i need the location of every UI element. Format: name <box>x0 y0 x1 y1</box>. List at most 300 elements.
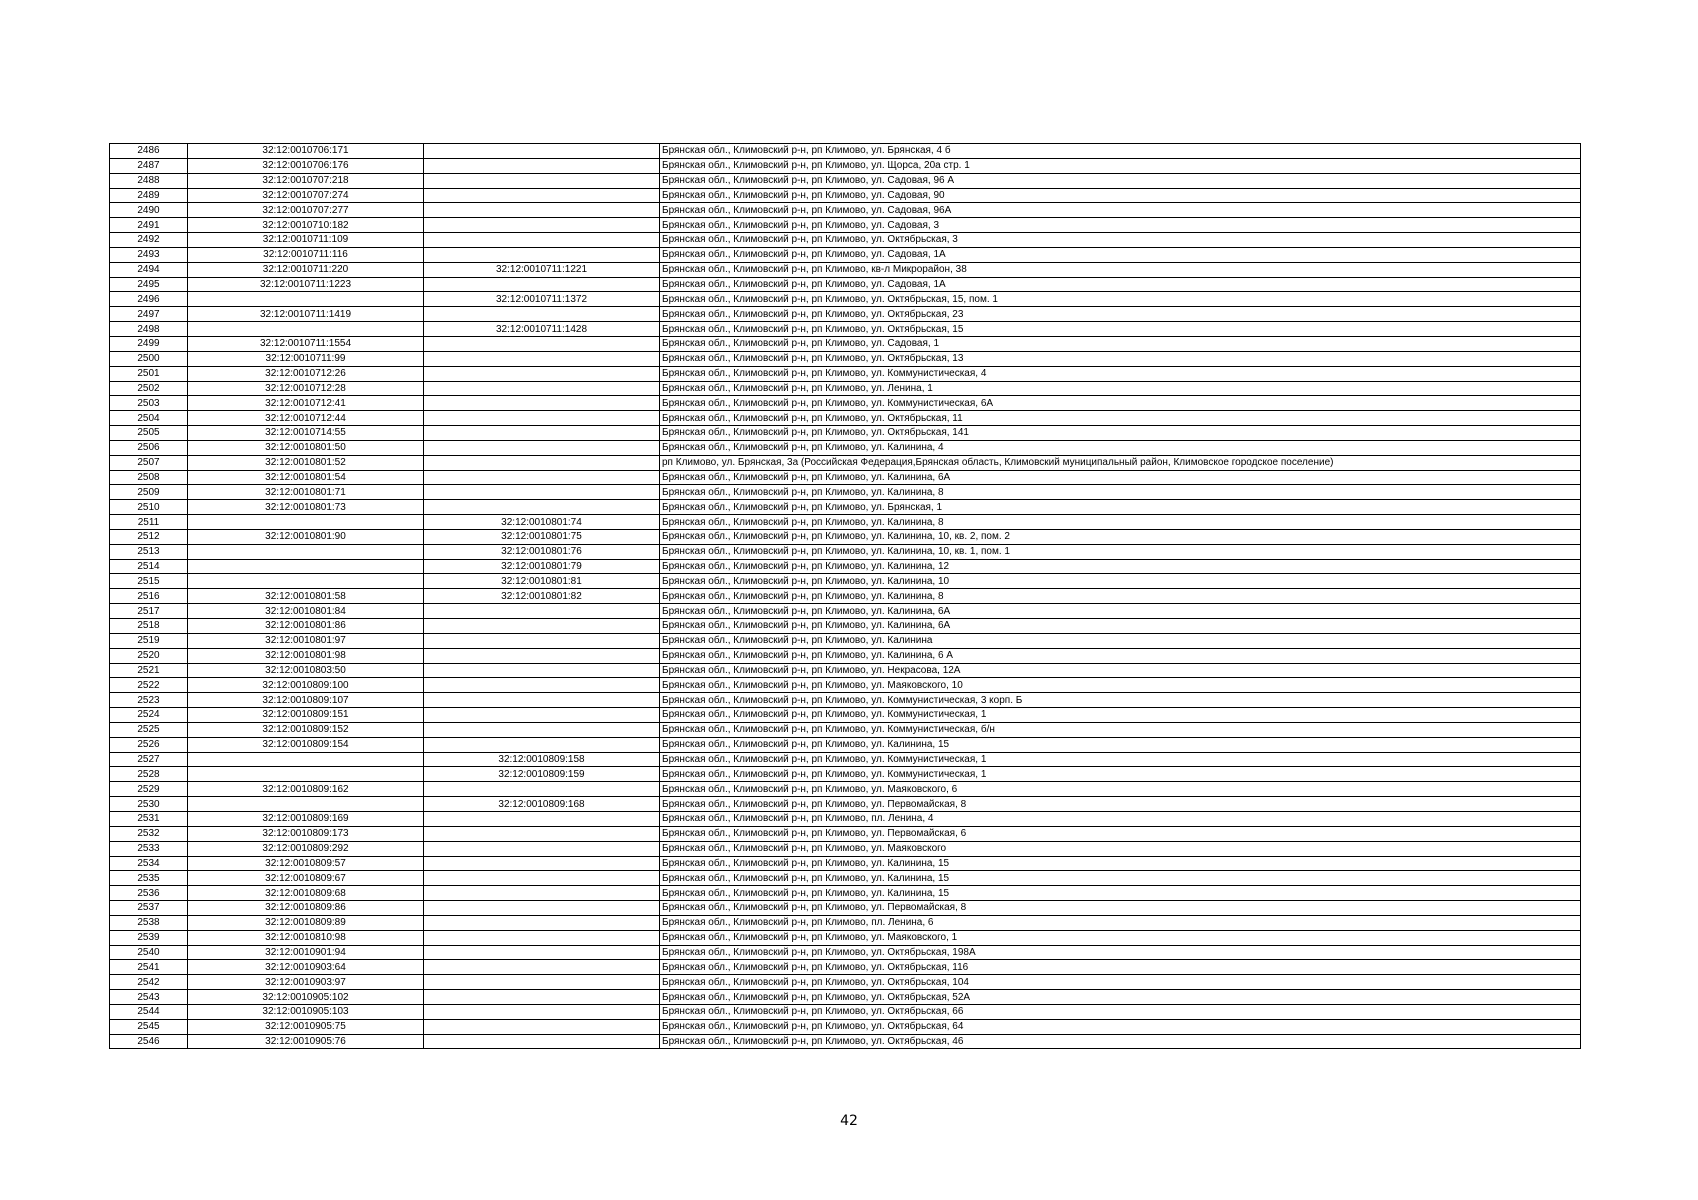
object-number-cell <box>424 366 660 381</box>
table-row <box>110 604 1581 619</box>
address-cell: Брянская обл., Климовский р-н, рп Климово, ул. Октябрьская, 11 <box>660 411 1581 426</box>
table-row <box>110 336 1581 351</box>
row-number-cell: 2489 <box>110 188 188 203</box>
address-cell: Брянская обл., Климовский р-н, рп Климово, ул. Некрасова, 12А <box>660 663 1581 678</box>
cadastral-number-cell: 32:12:0010711:1554 <box>188 336 424 351</box>
cadastral-number-cell: 32:12:0010801:84 <box>188 604 424 619</box>
table-row <box>110 767 1581 782</box>
object-number-cell: 32:12:0010711:1428 <box>424 322 660 337</box>
table-row <box>110 544 1581 559</box>
address-cell: Брянская обл., Климовский р-н, рп Климово, ул. Октябрьская, 15, пом. 1 <box>660 292 1581 307</box>
table-row <box>110 990 1581 1005</box>
address-cell: Брянская обл., Климовский р-н, рп Климово, ул. Октябрьская, 141 <box>660 426 1581 441</box>
cadastral-number-cell: 32:12:0010903:64 <box>188 960 424 975</box>
cadastral-number-cell: 32:12:0010711:1419 <box>188 307 424 322</box>
address-cell: Брянская обл., Климовский р-н, рп Климово, ул. Садовая, 90 <box>660 188 1581 203</box>
cadastral-number-cell: 32:12:0010809:100 <box>188 678 424 693</box>
address-cell: Брянская обл., Климовский р-н, рп Климово, ул. Калинина, 6 А <box>660 648 1581 663</box>
cadastral-number-cell: 32:12:0010714:55 <box>188 426 424 441</box>
row-number-cell: 2494 <box>110 262 188 277</box>
address-cell: Брянская обл., Климовский р-н, рп Климово, ул. Первомайская, 8 <box>660 901 1581 916</box>
table-row <box>110 500 1581 515</box>
table-row <box>110 811 1581 826</box>
cadastral-number-cell <box>188 559 424 574</box>
cadastral-number-cell: 32:12:0010712:28 <box>188 381 424 396</box>
address-cell: Брянская обл., Климовский р-н, рп Климово, ул. Октябрьская, 3 <box>660 233 1581 248</box>
object-number-cell <box>424 990 660 1005</box>
address-cell: рп Климово, ул. Брянская, 3а (Российская Федерация,Брянская область, Климовский муниципальный район, Климовское городское поселение) <box>660 455 1581 470</box>
object-number-cell <box>424 1004 660 1019</box>
object-number-cell <box>424 173 660 188</box>
row-number-cell: 2505 <box>110 426 188 441</box>
table-row <box>110 322 1581 337</box>
table-row <box>110 856 1581 871</box>
table-row <box>110 930 1581 945</box>
row-number-cell: 2537 <box>110 901 188 916</box>
object-number-cell <box>424 975 660 990</box>
object-number-cell <box>424 886 660 901</box>
cadastral-number-cell: 32:12:0010809:169 <box>188 811 424 826</box>
object-number-cell: 32:12:0010801:79 <box>424 559 660 574</box>
object-number-cell: 32:12:0010801:81 <box>424 574 660 589</box>
row-number-cell: 2525 <box>110 722 188 737</box>
object-number-cell <box>424 351 660 366</box>
address-cell: Брянская обл., Климовский р-н, рп Климово, ул. Садовая, 1А <box>660 277 1581 292</box>
row-number-cell: 2534 <box>110 856 188 871</box>
row-number-cell: 2527 <box>110 752 188 767</box>
table-row <box>110 663 1581 678</box>
table-row <box>110 619 1581 634</box>
address-cell: Брянская обл., Климовский р-н, рп Климово, ул. Октябрьская, 64 <box>660 1019 1581 1034</box>
row-number-cell: 2499 <box>110 336 188 351</box>
cadastral-number-cell: 32:12:0010707:218 <box>188 173 424 188</box>
row-number-cell: 2539 <box>110 930 188 945</box>
cadastral-number-cell: 32:12:0010905:102 <box>188 990 424 1005</box>
address-cell: Брянская обл., Климовский р-н, рп Климово, ул. Садовая, 1А <box>660 247 1581 262</box>
address-cell: Брянская обл., Климовский р-н, рп Климово, ул. Калинина, 8 <box>660 589 1581 604</box>
address-cell: Брянская обл., Климовский р-н, рп Климово, пл. Ленина, 6 <box>660 915 1581 930</box>
row-number-cell: 2516 <box>110 589 188 604</box>
cadastral-number-cell: 32:12:0010801:90 <box>188 529 424 544</box>
row-number-cell: 2492 <box>110 233 188 248</box>
cadastral-number-cell <box>188 797 424 812</box>
cadastral-number-cell: 32:12:0010809:107 <box>188 693 424 708</box>
table-row <box>110 515 1581 530</box>
row-number-cell: 2519 <box>110 633 188 648</box>
address-cell: Брянская обл., Климовский р-н, рп Климово, ул. Октябрьская, 15 <box>660 322 1581 337</box>
object-number-cell <box>424 722 660 737</box>
address-cell: Брянская обл., Климовский р-н, рп Климово, ул. Октябрьская, 66 <box>660 1004 1581 1019</box>
table-row <box>110 722 1581 737</box>
cadastral-number-cell: 32:12:0010809:151 <box>188 708 424 723</box>
row-number-cell: 2540 <box>110 945 188 960</box>
table-row <box>110 262 1581 277</box>
table-row <box>110 752 1581 767</box>
row-number-cell: 2543 <box>110 990 188 1005</box>
row-number-cell: 2493 <box>110 247 188 262</box>
cadastral-number-cell: 32:12:0010706:176 <box>188 158 424 173</box>
table-row <box>110 633 1581 648</box>
object-number-cell <box>424 1034 660 1049</box>
address-cell: Брянская обл., Климовский р-н, рп Климово, ул. Калинина, 15 <box>660 856 1581 871</box>
table-row <box>110 292 1581 307</box>
row-number-cell: 2536 <box>110 886 188 901</box>
row-number-cell: 2538 <box>110 915 188 930</box>
row-number-cell: 2498 <box>110 322 188 337</box>
object-number-cell <box>424 678 660 693</box>
table-row <box>110 173 1581 188</box>
object-number-cell <box>424 648 660 663</box>
address-cell: Брянская обл., Климовский р-н, рп Климово, ул. Коммунистическая, 6А <box>660 396 1581 411</box>
table-row <box>110 351 1581 366</box>
address-cell: Брянская обл., Климовский р-н, рп Климово, ул. Маяковского <box>660 841 1581 856</box>
cadastral-number-cell: 32:12:0010809:292 <box>188 841 424 856</box>
row-number-cell: 2514 <box>110 559 188 574</box>
cadastral-number-cell: 32:12:0010801:54 <box>188 470 424 485</box>
table-row <box>110 381 1581 396</box>
object-number-cell <box>424 396 660 411</box>
table-row <box>110 574 1581 589</box>
cadastral-number-cell: 32:12:0010712:26 <box>188 366 424 381</box>
table-row <box>110 158 1581 173</box>
table-row <box>110 960 1581 975</box>
row-number-cell: 2520 <box>110 648 188 663</box>
object-number-cell: 32:12:0010809:159 <box>424 767 660 782</box>
address-cell: Брянская обл., Климовский р-н, рп Климово, ул. Садовая, 96 А <box>660 173 1581 188</box>
row-number-cell: 2501 <box>110 366 188 381</box>
object-number-cell <box>424 218 660 233</box>
cadastral-number-cell: 32:12:0010711:99 <box>188 351 424 366</box>
cadastral-number-cell: 32:12:0010706:171 <box>188 144 424 159</box>
object-number-cell <box>424 277 660 292</box>
row-number-cell: 2533 <box>110 841 188 856</box>
table-row <box>110 203 1581 218</box>
table-row <box>110 218 1581 233</box>
row-number-cell: 2544 <box>110 1004 188 1019</box>
object-number-cell <box>424 381 660 396</box>
table-row <box>110 470 1581 485</box>
table-row <box>110 945 1581 960</box>
object-number-cell <box>424 426 660 441</box>
row-number-cell: 2546 <box>110 1034 188 1049</box>
address-cell: Брянская обл., Климовский р-н, рп Климово, ул. Октябрьская, 104 <box>660 975 1581 990</box>
object-number-cell <box>424 856 660 871</box>
cadastral-number-cell: 32:12:0010711:116 <box>188 247 424 262</box>
row-number-cell: 2506 <box>110 440 188 455</box>
address-cell: Брянская обл., Климовский р-н, рп Климово, ул. Калинина, 8 <box>660 485 1581 500</box>
table-row <box>110 1004 1581 1019</box>
cadastral-number-cell: 32:12:0010809:152 <box>188 722 424 737</box>
row-number-cell: 2542 <box>110 975 188 990</box>
cadastral-number-cell: 32:12:0010801:86 <box>188 619 424 634</box>
table-body <box>110 144 1581 1049</box>
cadastral-number-cell <box>188 292 424 307</box>
table-row <box>110 693 1581 708</box>
cadastral-number-cell: 32:12:0010809:67 <box>188 871 424 886</box>
object-number-cell <box>424 811 660 826</box>
table-row <box>110 247 1581 262</box>
table-row <box>110 886 1581 901</box>
row-number-cell: 2522 <box>110 678 188 693</box>
cadastral-number-cell <box>188 544 424 559</box>
object-number-cell: 32:12:0010711:1372 <box>424 292 660 307</box>
object-number-cell <box>424 901 660 916</box>
address-cell: Брянская обл., Климовский р-н, рп Климово, ул. Коммунистическая, 4 <box>660 366 1581 381</box>
object-number-cell <box>424 336 660 351</box>
address-cell: Брянская обл., Климовский р-н, рп Климово, ул. Калинина, 15 <box>660 886 1581 901</box>
address-cell: Брянская обл., Климовский р-н, рп Климово, ул. Калинина, 8 <box>660 515 1581 530</box>
table-row <box>110 307 1581 322</box>
address-cell: Брянская обл., Климовский р-н, рп Климово, ул. Коммунистическая, 1 <box>660 708 1581 723</box>
cadastral-number-cell: 32:12:0010809:68 <box>188 886 424 901</box>
cadastral-number-cell: 32:12:0010712:44 <box>188 411 424 426</box>
address-cell: Брянская обл., Климовский р-н, рп Климово, ул. Калинина, 6А <box>660 604 1581 619</box>
row-number-cell: 2528 <box>110 767 188 782</box>
row-number-cell: 2496 <box>110 292 188 307</box>
row-number-cell: 2526 <box>110 737 188 752</box>
table-row <box>110 529 1581 544</box>
address-cell: Брянская обл., Климовский р-н, рп Климово, ул. Брянская, 1 <box>660 500 1581 515</box>
cadastral-number-cell: 32:12:0010801:73 <box>188 500 424 515</box>
row-number-cell: 2517 <box>110 604 188 619</box>
table-row <box>110 233 1581 248</box>
object-number-cell <box>424 960 660 975</box>
row-number-cell: 2487 <box>110 158 188 173</box>
row-number-cell: 2511 <box>110 515 188 530</box>
row-number-cell: 2532 <box>110 826 188 841</box>
cadastral-number-cell: 32:12:0010801:50 <box>188 440 424 455</box>
cadastral-number-cell <box>188 574 424 589</box>
object-number-cell <box>424 233 660 248</box>
cadastral-number-cell: 32:12:0010707:274 <box>188 188 424 203</box>
row-number-cell: 2509 <box>110 485 188 500</box>
object-number-cell <box>424 411 660 426</box>
row-number-cell: 2523 <box>110 693 188 708</box>
address-cell: Брянская обл., Климовский р-н, рп Климово, ул. Первомайская, 6 <box>660 826 1581 841</box>
table-row <box>110 915 1581 930</box>
address-cell: Брянская обл., Климовский р-н, рп Климово, ул. Щорса, 20а стр. 1 <box>660 158 1581 173</box>
row-number-cell: 2513 <box>110 544 188 559</box>
table-row <box>110 648 1581 663</box>
object-number-cell <box>424 455 660 470</box>
address-cell: Брянская обл., Климовский р-н, рп Климово, пл. Ленина, 4 <box>660 811 1581 826</box>
row-number-cell: 2507 <box>110 455 188 470</box>
object-number-cell <box>424 470 660 485</box>
row-number-cell: 2490 <box>110 203 188 218</box>
cadastral-number-cell: 32:12:0010903:97 <box>188 975 424 990</box>
row-number-cell: 2500 <box>110 351 188 366</box>
object-number-cell: 32:12:0010801:82 <box>424 589 660 604</box>
table-row <box>110 589 1581 604</box>
object-number-cell: 32:12:0010801:76 <box>424 544 660 559</box>
cadastral-number-cell <box>188 515 424 530</box>
table-row <box>110 708 1581 723</box>
cadastral-number-cell: 32:12:0010712:41 <box>188 396 424 411</box>
cadastral-number-cell <box>188 322 424 337</box>
address-cell: Брянская обл., Климовский р-н, рп Климово, ул. Коммунистическая, б/н <box>660 722 1581 737</box>
address-cell: Брянская обл., Климовский р-н, рп Климово, ул. Маяковского, 6 <box>660 782 1581 797</box>
table-row <box>110 797 1581 812</box>
cadastral-number-cell: 32:12:0010905:103 <box>188 1004 424 1019</box>
object-number-cell: 32:12:0010809:158 <box>424 752 660 767</box>
table-row <box>110 782 1581 797</box>
object-number-cell <box>424 619 660 634</box>
object-number-cell <box>424 247 660 262</box>
table-row <box>110 1019 1581 1034</box>
row-number-cell: 2497 <box>110 307 188 322</box>
object-number-cell: 32:12:0010711:1221 <box>424 262 660 277</box>
address-cell: Брянская обл., Климовский р-н, рп Климово, ул. Садовая, 96А <box>660 203 1581 218</box>
address-cell: Брянская обл., Климовский р-н, рп Климово, ул. Калинина <box>660 633 1581 648</box>
table-row <box>110 440 1581 455</box>
table-row <box>110 737 1581 752</box>
row-number-cell: 2545 <box>110 1019 188 1034</box>
table-row <box>110 485 1581 500</box>
row-number-cell: 2512 <box>110 529 188 544</box>
address-cell: Брянская обл., Климовский р-н, рп Климово, ул. Коммунистическая, 1 <box>660 752 1581 767</box>
cadastral-number-cell: 32:12:0010809:154 <box>188 737 424 752</box>
object-number-cell <box>424 604 660 619</box>
page-number: 42 <box>840 1113 858 1129</box>
address-cell: Брянская обл., Климовский р-н, рп Климово, ул. Садовая, 1 <box>660 336 1581 351</box>
table-row <box>110 455 1581 470</box>
object-number-cell <box>424 945 660 960</box>
cadastral-number-cell <box>188 767 424 782</box>
row-number-cell: 2524 <box>110 708 188 723</box>
cadastral-number-cell <box>188 752 424 767</box>
table-row <box>110 826 1581 841</box>
address-cell: Брянская обл., Климовский р-н, рп Климово, ул. Калинина, 15 <box>660 871 1581 886</box>
table-row <box>110 975 1581 990</box>
address-cell: Брянская обл., Климовский р-н, рп Климово, ул. Октябрьская, 13 <box>660 351 1581 366</box>
cadastral-number-cell: 32:12:0010809:57 <box>188 856 424 871</box>
table-row <box>110 871 1581 886</box>
object-number-cell <box>424 915 660 930</box>
row-number-cell: 2535 <box>110 871 188 886</box>
address-cell: Брянская обл., Климовский р-н, рп Климово, ул. Калинина, 15 <box>660 737 1581 752</box>
row-number-cell: 2504 <box>110 411 188 426</box>
address-cell: Брянская обл., Климовский р-н, рп Климово, ул. Калинина, 10 <box>660 574 1581 589</box>
cadastral-number-cell: 32:12:0010810:98 <box>188 930 424 945</box>
object-number-cell <box>424 500 660 515</box>
address-cell: Брянская обл., Климовский р-н, рп Климово, ул. Первомайская, 8 <box>660 797 1581 812</box>
cadastral-number-cell: 32:12:0010711:109 <box>188 233 424 248</box>
address-cell: Брянская обл., Климовский р-н, рп Климово, ул. Калинина, 10, кв. 2, пом. 2 <box>660 529 1581 544</box>
table-row <box>110 1034 1581 1049</box>
row-number-cell: 2495 <box>110 277 188 292</box>
cadastral-number-cell: 32:12:0010901:94 <box>188 945 424 960</box>
row-number-cell: 2529 <box>110 782 188 797</box>
object-number-cell <box>424 633 660 648</box>
object-number-cell: 32:12:0010801:74 <box>424 515 660 530</box>
table-row <box>110 559 1581 574</box>
object-number-cell <box>424 485 660 500</box>
table-row <box>110 277 1581 292</box>
row-number-cell: 2515 <box>110 574 188 589</box>
cadastral-table <box>109 143 1581 1049</box>
object-number-cell <box>424 307 660 322</box>
address-cell: Брянская обл., Климовский р-н, рп Климово, кв-л Микрорайон, 38 <box>660 262 1581 277</box>
table-row <box>110 144 1581 159</box>
address-cell: Брянская обл., Климовский р-н, рп Климово, ул. Брянская, 4 б <box>660 144 1581 159</box>
cadastral-number-cell: 32:12:0010801:58 <box>188 589 424 604</box>
table-row <box>110 426 1581 441</box>
object-number-cell <box>424 782 660 797</box>
table-row <box>110 678 1581 693</box>
row-number-cell: 2502 <box>110 381 188 396</box>
row-number-cell: 2503 <box>110 396 188 411</box>
object-number-cell <box>424 871 660 886</box>
row-number-cell: 2486 <box>110 144 188 159</box>
address-cell: Брянская обл., Климовский р-н, рп Климово, ул. Маяковского, 10 <box>660 678 1581 693</box>
address-cell: Брянская обл., Климовский р-н, рп Климово, ул. Калинина, 4 <box>660 440 1581 455</box>
object-number-cell <box>424 158 660 173</box>
cadastral-number-cell: 32:12:0010905:76 <box>188 1034 424 1049</box>
table-row <box>110 841 1581 856</box>
row-number-cell: 2518 <box>110 619 188 634</box>
cadastral-number-cell: 32:12:0010905:75 <box>188 1019 424 1034</box>
cadastral-number-cell: 32:12:0010809:86 <box>188 901 424 916</box>
table-row <box>110 901 1581 916</box>
row-number-cell: 2530 <box>110 797 188 812</box>
object-number-cell <box>424 203 660 218</box>
object-number-cell <box>424 708 660 723</box>
cadastral-number-cell: 32:12:0010711:1223 <box>188 277 424 292</box>
address-cell: Брянская обл., Климовский р-н, рп Климово, ул. Калинина, 6А <box>660 619 1581 634</box>
cadastral-number-cell: 32:12:0010707:277 <box>188 203 424 218</box>
cadastral-number-cell: 32:12:0010809:162 <box>188 782 424 797</box>
address-cell: Брянская обл., Климовский р-н, рп Климово, ул. Октябрьская, 116 <box>660 960 1581 975</box>
cadastral-number-cell: 32:12:0010803:50 <box>188 663 424 678</box>
address-cell: Брянская обл., Климовский р-н, рп Климово, ул. Октябрьская, 52А <box>660 990 1581 1005</box>
row-number-cell: 2491 <box>110 218 188 233</box>
address-cell: Брянская обл., Климовский р-н, рп Климово, ул. Ленина, 1 <box>660 381 1581 396</box>
row-number-cell: 2531 <box>110 811 188 826</box>
object-number-cell: 32:12:0010801:75 <box>424 529 660 544</box>
cadastral-number-cell: 32:12:0010809:89 <box>188 915 424 930</box>
cadastral-number-cell: 32:12:0010710:182 <box>188 218 424 233</box>
cadastral-number-cell: 32:12:0010801:98 <box>188 648 424 663</box>
address-cell: Брянская обл., Климовский р-н, рп Климово, ул. Калинина, 10, кв. 1, пом. 1 <box>660 544 1581 559</box>
row-number-cell: 2510 <box>110 500 188 515</box>
table-row <box>110 188 1581 203</box>
cadastral-number-cell: 32:12:0010801:71 <box>188 485 424 500</box>
object-number-cell <box>424 188 660 203</box>
table-row <box>110 411 1581 426</box>
row-number-cell: 2508 <box>110 470 188 485</box>
object-number-cell <box>424 693 660 708</box>
row-number-cell: 2488 <box>110 173 188 188</box>
object-number-cell <box>424 663 660 678</box>
table-row <box>110 396 1581 411</box>
address-cell: Брянская обл., Климовский р-н, рп Климово, ул. Октябрьская, 198А <box>660 945 1581 960</box>
cadastral-number-cell: 32:12:0010809:173 <box>188 826 424 841</box>
row-number-cell: 2541 <box>110 960 188 975</box>
object-number-cell: 32:12:0010809:168 <box>424 797 660 812</box>
cadastral-number-cell: 32:12:0010711:220 <box>188 262 424 277</box>
object-number-cell <box>424 440 660 455</box>
address-cell: Брянская обл., Климовский р-н, рп Климово, ул. Коммунистическая, 3 корп. Б <box>660 693 1581 708</box>
object-number-cell <box>424 930 660 945</box>
address-cell: Брянская обл., Климовский р-н, рп Климово, ул. Садовая, 3 <box>660 218 1581 233</box>
object-number-cell <box>424 841 660 856</box>
table-row <box>110 366 1581 381</box>
address-cell: Брянская обл., Климовский р-н, рп Климово, ул. Октябрьская, 23 <box>660 307 1581 322</box>
address-cell: Брянская обл., Климовский р-н, рп Климово, ул. Калинина, 12 <box>660 559 1581 574</box>
row-number-cell: 2521 <box>110 663 188 678</box>
address-cell: Брянская обл., Климовский р-н, рп Климово, ул. Октябрьская, 46 <box>660 1034 1581 1049</box>
address-cell: Брянская обл., Климовский р-н, рп Климово, ул. Коммунистическая, 1 <box>660 767 1581 782</box>
